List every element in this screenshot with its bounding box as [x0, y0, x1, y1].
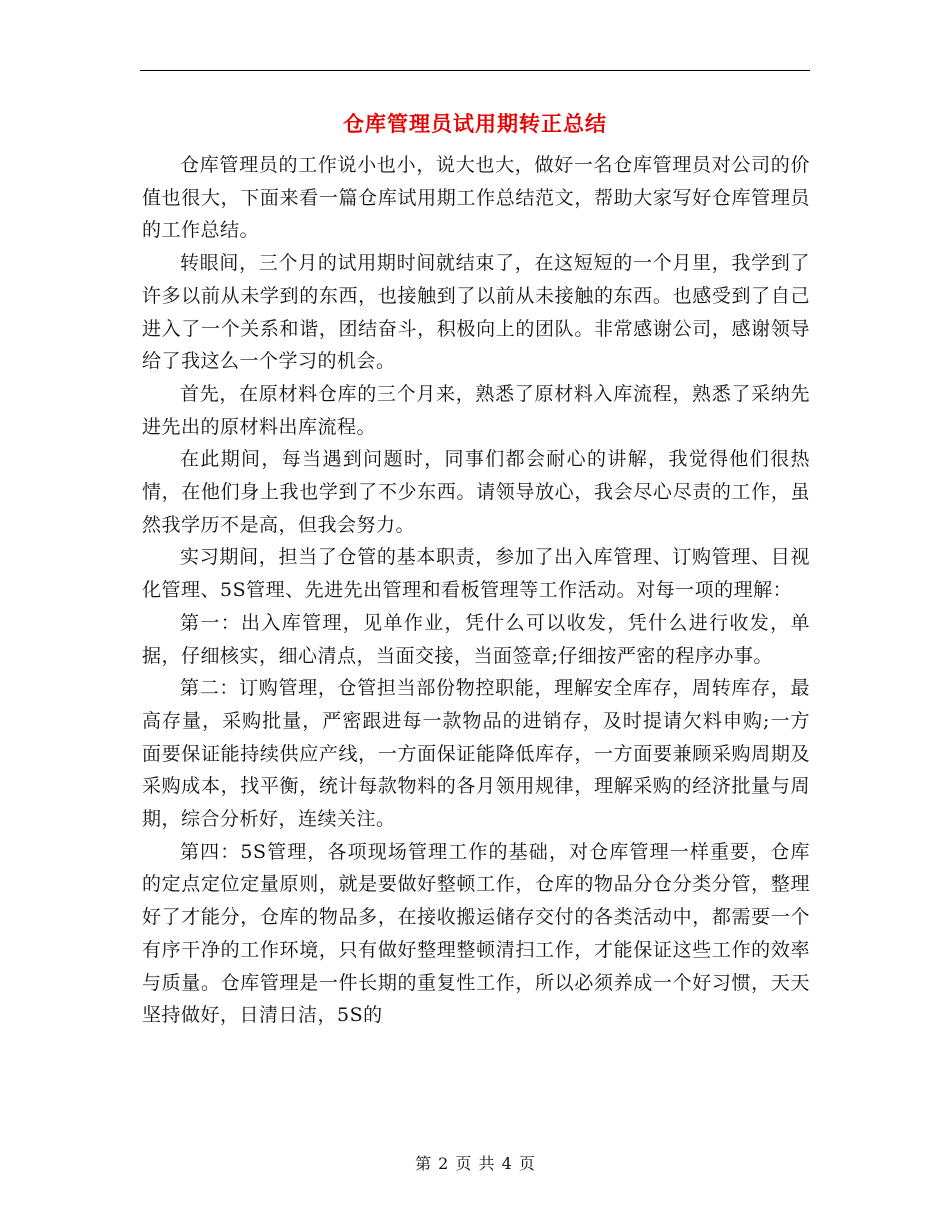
- paragraph-item-one: 第一：出入库管理，见单作业，凭什么可以收发，凭什么进行收发，单据，仔细核实，细心清点，当面交接，当面签章;仔细按严密的程序办事。: [142, 611, 810, 667]
- paragraph-colleagues: 在此期间，每当遇到问题时，同事们都会耐心的讲解，我觉得他们很热情，在他们身上我也学到了不少东西。请领导放心，我会尽心尽责的工作，虽然我学历不是高，但我会努力。: [142, 448, 810, 536]
- document-title: 仓库管理员试用期转正总结: [343, 111, 607, 136]
- page-footer: [0, 1152, 950, 1176]
- paragraph-intro: 仓库管理员的工作说小也小，说大也大，做好一名仓库管理员对公司的价值也很大，下面来看一篇仓库试用期工作总结范文，帮助大家写好仓库管理员的工作总结。: [142, 154, 810, 242]
- paragraph-internship: 实习期间，担当了仓管的基本职责，参加了出入库管理、订购管理、目视化管理、5S管理、先进先出管理和看板管理等工作活动。对每一项的理解：: [142, 546, 810, 602]
- page-number: 第 2 页 共 4 页: [415, 1154, 535, 1173]
- paragraph-first: 首先，在原材料仓库的三个月来，熟悉了原材料入库流程，熟悉了采纳先进先出的原材料出库流程。: [142, 382, 810, 438]
- paragraph-probation: 转眼间，三个月的试用期时间就结束了，在这短短的一个月里，我学到了许多以前从未学到的东西，也接触到了以前从未接触的东西。也感受到了自己进入了一个关系和谐，团结奋斗，积极向上的团队。非常感谢公司，感谢领导给了我这么一个学习的机会。: [142, 252, 810, 373]
- document-body: [142, 149, 810, 1032]
- header-rule: [140, 70, 810, 71]
- paragraph-item-two: 第二：订购管理，仓管担当部份物控职能，理解安全库存，周转库存，最高存量，采购批量，严密跟进每一款物品的进销存，及时提请欠料申购;一方面要保证能持续供应产线，一方面保证能降低库存，一方面要兼顾采购周期及采购成本，找平衡，统计每款物料的各月领用规律，理解采购的经济批量与周期，综合分析好，连续关注。: [142, 677, 810, 831]
- paragraph-item-four: 第四：5S管理，各项现场管理工作的基础，对仓库管理一样重要，仓库的定点定位定量原则，就是要做好整顿工作，仓库的物品分仓分类分管，整理好了才能分，仓库的物品多，在接收搬运储存交付的各类活动中，都需要一个有序干净的工作环境，只有做好整理整顿清扫工作，才能保证这些工作的效率与质量。仓库管理是一件长期的重复性工作，所以必须养成一个好习惯，天天坚持做好，日清日洁，5S的: [142, 840, 810, 1027]
